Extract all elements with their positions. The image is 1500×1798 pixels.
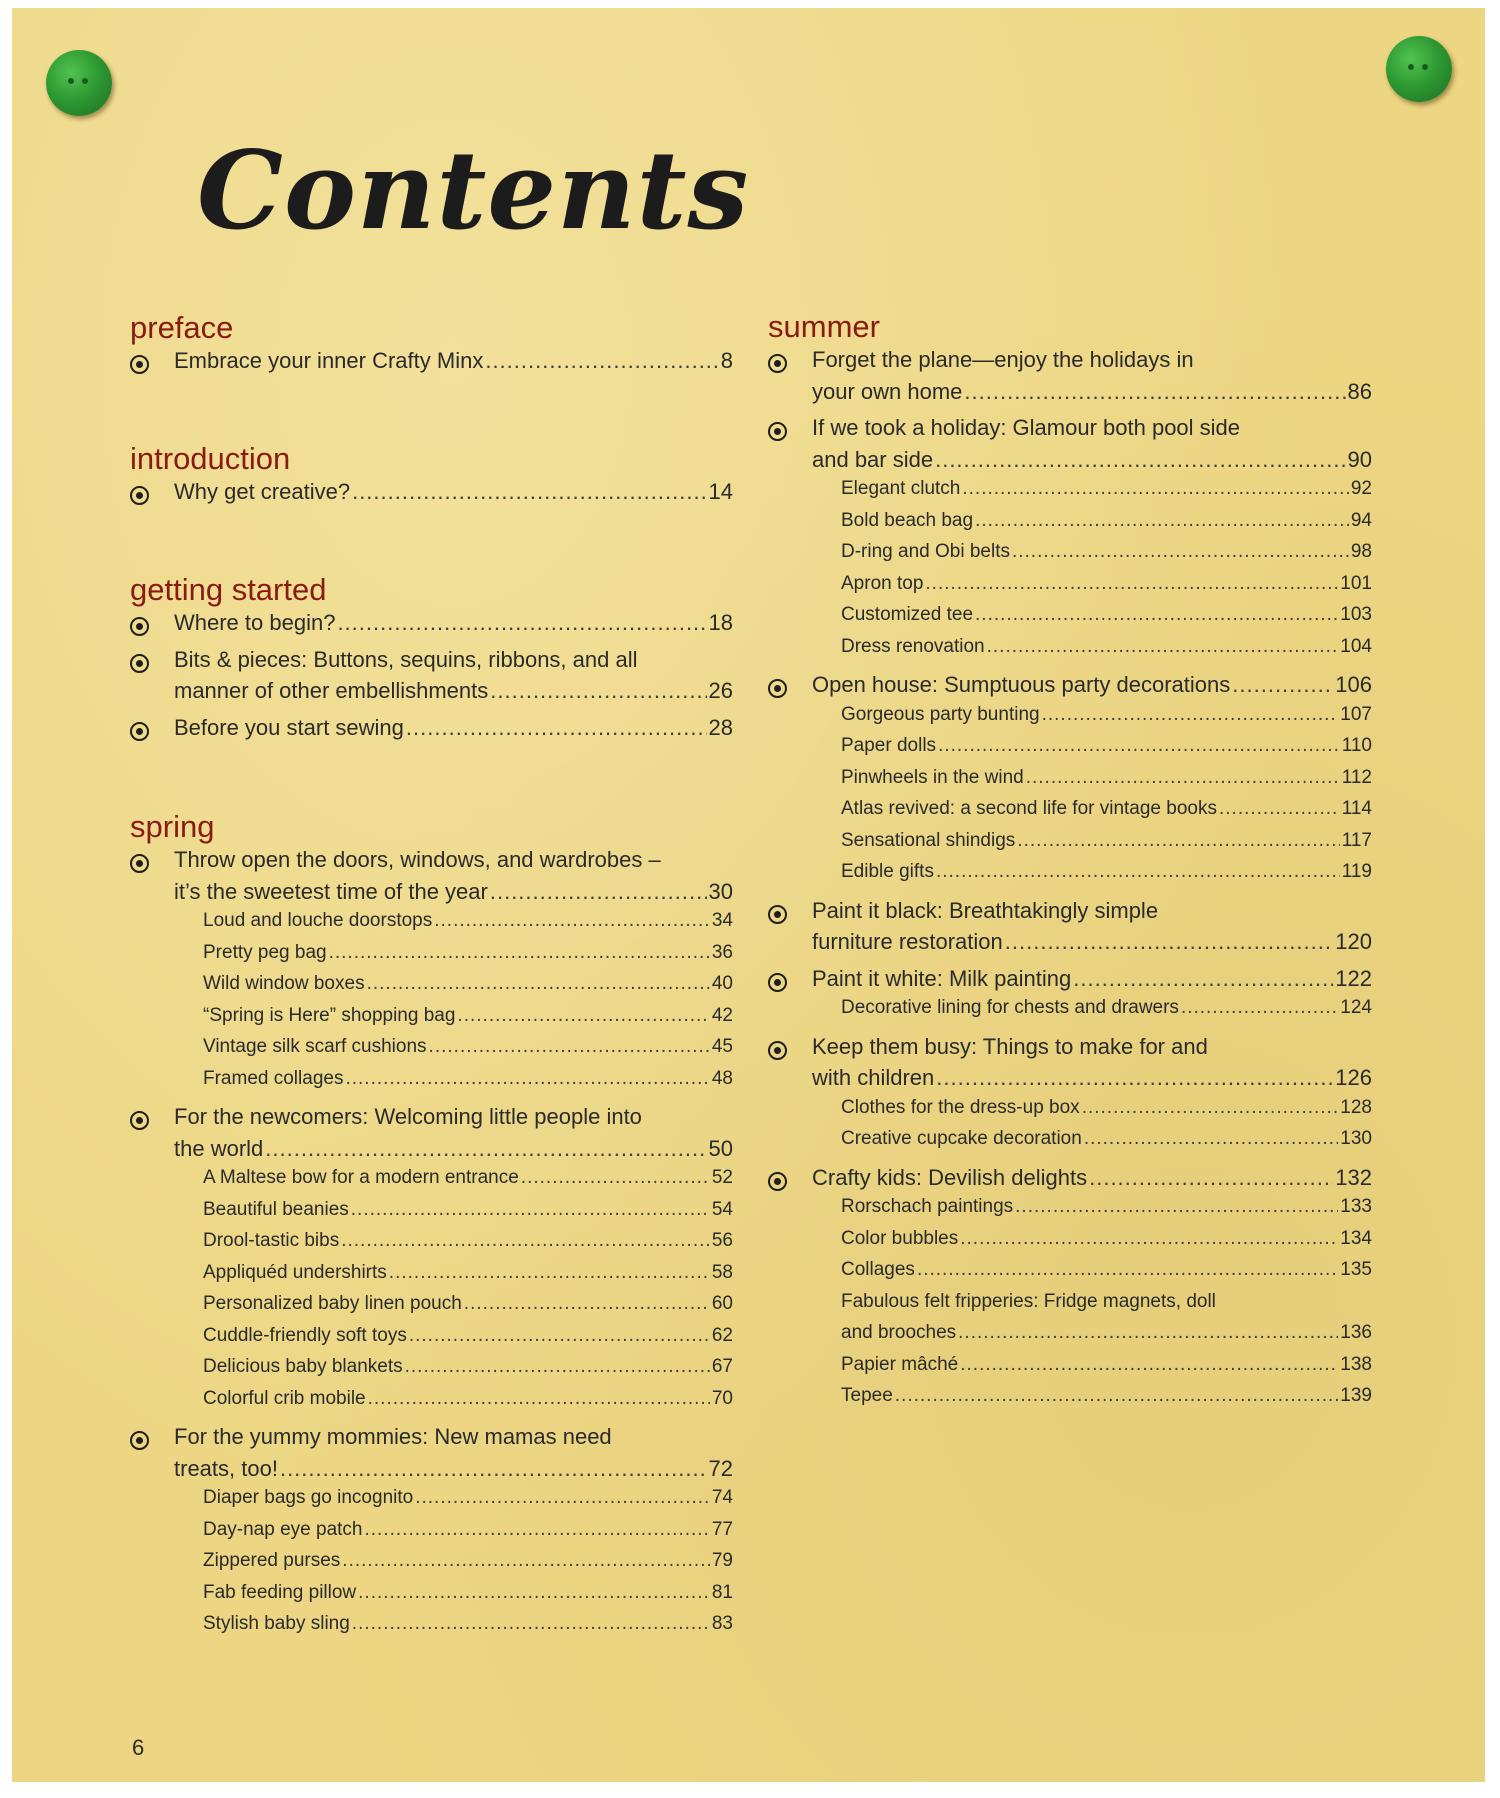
toc-subentry — [130, 1036, 733, 1068]
toc-subentry — [768, 1354, 1372, 1386]
page-ref: 132 — [1335, 1164, 1372, 1190]
dot-leader — [1026, 767, 1340, 789]
dot-leader — [265, 1136, 706, 1162]
dot-leader — [917, 1259, 1338, 1281]
entry-title: For the newcomers: Welcoming little people into — [174, 1104, 642, 1129]
target-bullet-icon — [130, 722, 149, 741]
page-ref: 60 — [711, 1293, 733, 1314]
entry-title: Diaper bags go incognito — [203, 1487, 414, 1508]
toc-subentry — [768, 510, 1372, 542]
page-ref: 83 — [711, 1613, 733, 1634]
entry-title: Personalized baby linen pouch — [203, 1293, 462, 1314]
dot-leader — [415, 1487, 710, 1509]
entry-title: Keep them busy: Things to make for and — [812, 1033, 1208, 1059]
toc-subentry — [130, 910, 733, 942]
entry-title: “Spring is Here” shopping bag — [203, 1004, 456, 1026]
page-ref: 117 — [1341, 829, 1372, 851]
entry-title: Paper dolls — [841, 735, 937, 756]
entry-title: If we took a holiday: Glamour both pool side — [812, 415, 1241, 440]
entry-title: Atlas revived: a second life for vintage books — [841, 798, 1217, 819]
dot-leader — [1017, 830, 1339, 852]
entry-title: A Maltese bow for a modern entrance — [203, 1167, 519, 1188]
entry-title: with children — [812, 1065, 935, 1090]
toc-subentry — [768, 704, 1372, 736]
page-ref: 104 — [1340, 635, 1372, 657]
toc-subentry — [130, 1519, 733, 1551]
dot-leader — [429, 1036, 710, 1058]
page-ref: 34 — [711, 910, 733, 931]
toc-subentry — [768, 1291, 1372, 1354]
page-ref: 134 — [1340, 1227, 1372, 1249]
page-ref: 62 — [711, 1324, 733, 1346]
toc-subentry — [768, 478, 1372, 510]
dot-leader — [938, 735, 1340, 757]
entry-title: Beautiful beanies — [203, 1198, 349, 1220]
target-bullet-icon — [768, 679, 787, 698]
entry-title: your own home — [812, 378, 963, 404]
page-ref: 8 — [720, 348, 733, 373]
dot-leader — [1082, 1097, 1339, 1119]
section-heading: introduction — [130, 441, 291, 476]
dot-leader — [964, 379, 1345, 405]
entry-title: Embrace your inner Crafty Minx — [174, 348, 484, 373]
entry-title: D-ring and Obi belts — [841, 541, 1010, 562]
entry-title: Collages — [841, 1259, 915, 1280]
page-title: Contents — [197, 128, 750, 254]
dot-leader — [490, 678, 706, 704]
page-ref: 30 — [708, 878, 733, 904]
dot-leader — [925, 573, 1338, 595]
target-bullet-icon — [130, 1431, 149, 1450]
toc-subentry — [768, 636, 1372, 668]
toc-entry — [130, 479, 733, 511]
target-bullet-icon — [768, 354, 787, 373]
dot-leader — [409, 1325, 710, 1347]
toc-subentry — [130, 1230, 733, 1262]
page-ref: 86 — [1347, 378, 1372, 404]
dot-leader — [987, 636, 1339, 658]
dot-leader — [935, 447, 1345, 473]
dot-leader — [351, 1199, 710, 1221]
section-heading: preface — [130, 310, 234, 345]
toc-subentry — [768, 1259, 1372, 1291]
toc-entry — [768, 1034, 1372, 1097]
page-ref: 14 — [708, 479, 733, 504]
green-button-icon — [1386, 36, 1452, 102]
toc-entry — [130, 348, 733, 380]
entry-title: Papier mâché — [841, 1353, 959, 1375]
entry-title: Clothes for the dress-up box — [841, 1096, 1080, 1118]
target-bullet-icon — [768, 973, 787, 992]
toc-subentry — [130, 1582, 733, 1614]
toc-entry — [130, 847, 733, 910]
target-bullet-icon — [768, 1172, 787, 1191]
toc-entry — [130, 715, 733, 747]
page-ref: 103 — [1340, 604, 1372, 625]
entry-title: Rorschach paintings — [841, 1196, 1014, 1217]
entry-title: Vintage silk scarf cushions — [203, 1036, 427, 1057]
entry-title: Delicious baby blankets — [203, 1356, 403, 1377]
toc-entry — [768, 1165, 1372, 1197]
book-page — [12, 8, 1485, 1782]
dot-leader — [342, 1550, 710, 1572]
dot-leader — [337, 610, 706, 636]
entry-title: Paint it black: Breathtakingly simple — [812, 897, 1159, 923]
dot-leader — [1084, 1128, 1338, 1150]
target-bullet-icon — [768, 905, 787, 924]
toc-entry — [768, 415, 1372, 478]
page-ref: 128 — [1340, 1096, 1372, 1118]
entry-title: For the yummy mommies: New mamas need — [174, 1424, 612, 1449]
entry-title: Apron top — [841, 572, 924, 594]
page-ref: 122 — [1335, 965, 1372, 991]
dot-leader — [1012, 541, 1349, 563]
toc-subentry — [768, 1097, 1372, 1129]
entry-title: Framed collages — [203, 1067, 344, 1089]
target-bullet-icon — [130, 854, 149, 873]
page-ref: 67 — [711, 1356, 733, 1377]
page-ref: 74 — [711, 1487, 733, 1508]
dot-leader — [352, 479, 706, 505]
toc-subentry — [768, 798, 1372, 830]
entry-title: Decorative lining for chests and drawers — [841, 997, 1179, 1018]
toc-entry — [130, 1424, 733, 1487]
entry-title: it’s the sweetest time of the year — [174, 878, 488, 904]
dot-leader — [341, 1230, 710, 1252]
entry-title: Dress renovation — [841, 635, 985, 657]
page-ref: 56 — [711, 1230, 733, 1251]
page-ref: 48 — [711, 1067, 733, 1089]
page-ref: 135 — [1340, 1259, 1372, 1280]
entry-title: Appliquéd undershirts — [203, 1261, 387, 1283]
green-button-icon — [46, 50, 112, 116]
entry-title: Elegant clutch — [841, 478, 961, 499]
entry-title: Paint it white: Milk painting — [812, 965, 1072, 991]
dot-leader — [962, 478, 1349, 500]
dot-leader — [960, 1228, 1338, 1250]
dot-leader — [352, 1613, 710, 1635]
dot-leader — [365, 1519, 710, 1541]
page-ref: 120 — [1335, 929, 1372, 954]
page-ref: 77 — [711, 1518, 733, 1540]
page-ref: 126 — [1335, 1065, 1372, 1090]
entry-title: Bits & pieces: Buttons, sequins, ribbons, and all — [174, 646, 638, 672]
toc-subentry — [768, 767, 1372, 799]
dot-leader — [358, 1582, 710, 1604]
entry-title: Customized tee — [841, 604, 974, 625]
entry-title: Open house: Sumptuous party decorations — [812, 672, 1231, 697]
target-bullet-icon — [130, 355, 149, 374]
page-ref: 98 — [1350, 541, 1372, 562]
dot-leader — [329, 942, 710, 964]
toc-subentry — [768, 735, 1372, 767]
section-heading: spring — [130, 809, 215, 844]
entry-title: Cuddle-friendly soft toys — [203, 1324, 407, 1346]
page-ref: 28 — [708, 714, 733, 740]
page-ref: 26 — [708, 678, 733, 703]
dot-leader — [368, 1388, 710, 1410]
dot-leader — [1005, 929, 1334, 955]
toc-entry — [768, 347, 1372, 410]
dot-leader — [367, 973, 710, 995]
page-ref: 72 — [708, 1455, 733, 1481]
toc-entry — [130, 610, 733, 642]
entry-title: and bar side — [812, 446, 934, 472]
dot-leader — [895, 1385, 1339, 1407]
page-ref: 139 — [1340, 1385, 1372, 1406]
target-bullet-icon — [130, 654, 149, 673]
entry-title: Forget the plane—enjoy the holidays in — [812, 347, 1194, 372]
toc-subentry — [130, 1068, 733, 1100]
entry-title: Tepee — [841, 1385, 893, 1406]
entry-title: Day-nap eye patch — [203, 1518, 363, 1540]
entry-title: Throw open the doors, windows, and wardrobes – — [174, 847, 661, 872]
dot-leader — [345, 1068, 709, 1090]
page-ref: 138 — [1340, 1353, 1372, 1375]
page-ref: 112 — [1341, 766, 1372, 788]
entry-title: and brooches — [841, 1322, 957, 1343]
toc-subentry — [130, 1262, 733, 1294]
dot-leader — [280, 1456, 707, 1482]
dot-leader — [1042, 704, 1339, 726]
dot-leader — [1089, 1165, 1333, 1191]
page-ref: 18 — [708, 610, 733, 635]
page-ref: 40 — [711, 973, 733, 994]
entry-title: Crafty kids: Devilish delights — [812, 1164, 1088, 1190]
entry-title: Drool-tastic bibs — [203, 1230, 340, 1251]
toc-subentry — [130, 1550, 733, 1582]
dot-leader — [975, 604, 1338, 626]
page-ref: 101 — [1340, 572, 1372, 594]
dot-leader — [389, 1262, 710, 1284]
entry-title: Why get creative? — [174, 479, 351, 504]
toc-subentry — [130, 1613, 733, 1645]
toc-subentry — [768, 573, 1372, 605]
page-ref: 136 — [1340, 1322, 1372, 1343]
dot-leader — [464, 1293, 710, 1315]
page-ref: 130 — [1340, 1128, 1372, 1149]
dot-leader — [1073, 966, 1333, 992]
page-ref: 119 — [1341, 861, 1372, 882]
page-ref: 45 — [711, 1036, 733, 1057]
entry-title: Sensational shindigs — [841, 829, 1016, 851]
entry-title: Gorgeous party bunting — [841, 703, 1040, 725]
page-ref: 54 — [711, 1198, 733, 1220]
dot-leader — [434, 910, 710, 932]
dot-leader — [936, 861, 1340, 883]
toc-subentry — [130, 1167, 733, 1199]
entry-title: Wild window boxes — [203, 973, 365, 994]
dot-leader — [1181, 997, 1338, 1019]
dot-leader — [457, 1005, 709, 1027]
entry-title: the world — [174, 1135, 264, 1161]
page-ref: 114 — [1341, 798, 1372, 819]
page-ref: 94 — [1350, 509, 1372, 531]
entry-title: Creative cupcake decoration — [841, 1128, 1082, 1149]
toc-subentry — [130, 1325, 733, 1357]
toc-subentry — [130, 1388, 733, 1420]
page-ref: 42 — [711, 1004, 733, 1026]
toc-subentry — [768, 861, 1372, 893]
page-ref: 52 — [711, 1167, 733, 1188]
page-ref: 90 — [1347, 446, 1372, 472]
toc-subentry — [130, 1005, 733, 1037]
page-ref: 124 — [1340, 997, 1372, 1018]
toc-subentry — [130, 1199, 733, 1231]
entry-title: Bold beach bag — [841, 509, 974, 531]
entry-title: treats, too! — [174, 1455, 278, 1481]
page-ref: 110 — [1341, 735, 1372, 756]
dot-leader — [485, 348, 718, 374]
page-ref: 58 — [711, 1261, 733, 1283]
toc-subentry — [768, 1385, 1372, 1417]
entry-title: Before you start sewing — [174, 714, 404, 740]
toc-subentry — [768, 604, 1372, 636]
entry-title: Pinwheels in the wind — [841, 766, 1024, 788]
toc-subentry — [768, 1228, 1372, 1260]
page-number: 6 — [132, 1735, 145, 1760]
page-ref: 133 — [1340, 1196, 1372, 1217]
entry-title: manner of other embellishments — [174, 678, 489, 703]
toc-subentry — [768, 1196, 1372, 1228]
section-heading: getting started — [130, 572, 327, 607]
toc-subentry — [768, 541, 1372, 573]
page-ref: 106 — [1335, 672, 1372, 697]
entry-title: Loud and louche doorstops — [203, 910, 433, 931]
dot-leader — [1219, 798, 1340, 820]
entry-title: Fabulous felt fripperies: Fridge magnets, doll — [841, 1290, 1216, 1312]
target-bullet-icon — [130, 1111, 149, 1130]
dot-leader — [406, 715, 707, 741]
toc-subentry — [130, 1356, 733, 1388]
dot-leader — [960, 1354, 1338, 1376]
page-ref: 81 — [711, 1581, 733, 1603]
toc-subentry — [130, 942, 733, 974]
entry-title: Edible gifts — [841, 861, 934, 882]
entry-title: furniture restoration — [812, 929, 1003, 954]
section-heading: summer — [768, 309, 880, 344]
toc-entry — [768, 966, 1372, 998]
dot-leader — [521, 1167, 710, 1189]
dot-leader — [958, 1322, 1338, 1344]
target-bullet-icon — [130, 617, 149, 636]
toc-entry — [130, 1104, 733, 1167]
entry-title: Pretty peg bag — [203, 941, 327, 963]
toc-subentry — [768, 997, 1372, 1029]
entry-title: Stylish baby sling — [203, 1613, 350, 1634]
toc-subentry — [130, 1487, 733, 1519]
target-bullet-icon — [768, 1041, 787, 1060]
toc-subentry — [768, 830, 1372, 862]
entry-title: Colorful crib mobile — [203, 1387, 366, 1409]
dot-leader — [1015, 1196, 1338, 1218]
dot-leader — [975, 510, 1349, 532]
toc-entry — [130, 647, 733, 710]
toc-entry — [768, 898, 1372, 961]
dot-leader — [936, 1065, 1333, 1091]
target-bullet-icon — [768, 422, 787, 441]
entry-title: Zippered purses — [203, 1550, 341, 1571]
page-ref: 92 — [1350, 478, 1372, 499]
page-ref: 36 — [711, 941, 733, 963]
target-bullet-icon — [130, 486, 149, 505]
toc-entry — [768, 672, 1372, 704]
dot-leader — [490, 879, 707, 905]
dot-leader — [405, 1356, 710, 1378]
entry-title: Color bubbles — [841, 1227, 959, 1249]
page-ref: 70 — [711, 1387, 733, 1409]
page-ref: 79 — [711, 1550, 733, 1571]
page-ref: 107 — [1340, 703, 1372, 725]
dot-leader — [1232, 672, 1333, 698]
toc-subentry — [130, 1293, 733, 1325]
entry-title: Where to begin? — [174, 610, 336, 635]
page-ref: 50 — [708, 1135, 733, 1161]
toc-subentry — [768, 1128, 1372, 1160]
entry-title: Fab feeding pillow — [203, 1581, 357, 1603]
toc-subentry — [130, 973, 733, 1005]
